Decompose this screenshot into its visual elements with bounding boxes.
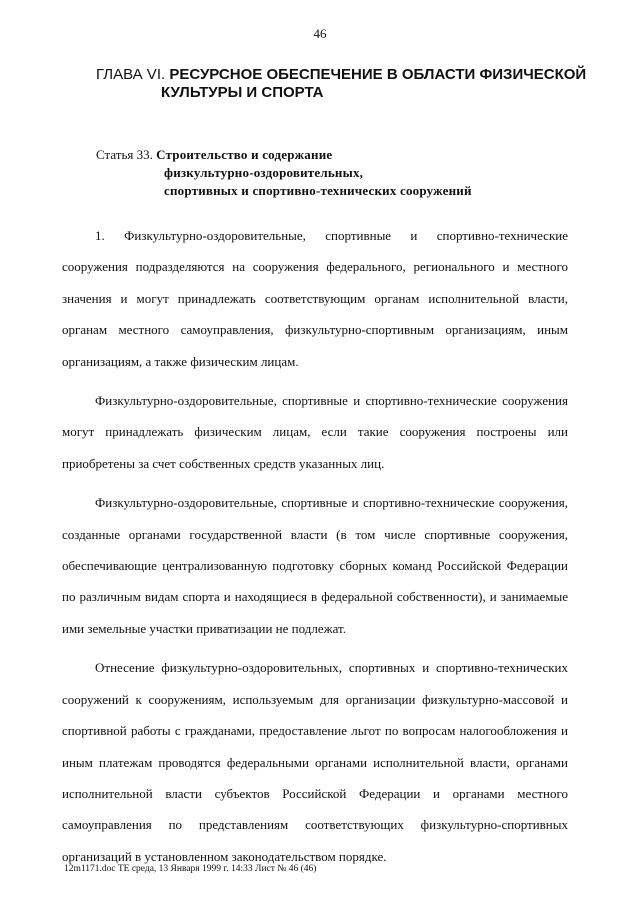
article-title-line1: Строительство и содержание bbox=[156, 147, 333, 162]
article-title-line3: спортивных и спортивно-технических сооружений bbox=[164, 183, 472, 198]
article-heading bbox=[96, 146, 596, 200]
page-number: 46 bbox=[313, 26, 327, 41]
chapter-heading bbox=[96, 66, 616, 102]
document-footer: 12m1171.doc TE среда, 13 Января 1999 г. 14:33 Лист № 46 (46) bbox=[64, 864, 317, 874]
paragraph-3: Физкультурно-оздоровительные, спортивные и спортивно-технические сооружения, созданные органами государственной власти (в том числе спортивные сооружения, обеспечивающие централизованную подготовку сборных команд Российской Федерации по различным видам спорта и находящиеся в федеральной собственности), и занимаемые ими земельные участки приватизации не подлежат. bbox=[62, 495, 568, 636]
paragraph-4: Отнесение физкультурно-оздоровительных, спортивных и спортивно-технических сооружений к сооружениям, используемым для организации физкультурно-массовой и спортивной работы с гражданами, предоставление льгот по вопросам налогообложения и иным платежам проводятся федеральными органами исполнительной власти, органами исполнительной власти субъектов Российской Федерации и органами местного самоуправления по представлениям соответствующих физкультурно-спортивных организаций в установленном законодательством порядке. bbox=[62, 660, 568, 864]
article-title-line2: физкультурно-оздоровительных, bbox=[164, 165, 364, 180]
chapter-title-line2: КУЛЬТУРЫ И СПОРТА bbox=[161, 84, 324, 101]
article-body bbox=[62, 220, 568, 872]
chapter-title: РЕСУРСНОЕ ОБЕСПЕЧЕНИЕ В ОБЛАСТИ ФИЗИЧЕСКОЙ bbox=[169, 66, 587, 83]
chapter-label: ГЛАВА VI. bbox=[96, 66, 166, 83]
paragraph-1: 1. Физкультурно-оздоровительные, спортивные и спортивно-технические сооружения подразделяются на сооружения федерального, регионального и местного значения и могут принадлежать соответствующим органам исполнительной власти, органам местного самоуправления, физкультурно-спортивным организациям, иным организациям, а также физическим лицам. bbox=[62, 228, 568, 369]
paragraph-2: Физкультурно-оздоровительные, спортивные и спортивно-технические сооружения могут принадлежать физическим лицам, если такие сооружения построены или приобретены за счет собственных средств указанных лиц. bbox=[62, 393, 568, 471]
article-label: Статья 33. bbox=[96, 147, 153, 162]
